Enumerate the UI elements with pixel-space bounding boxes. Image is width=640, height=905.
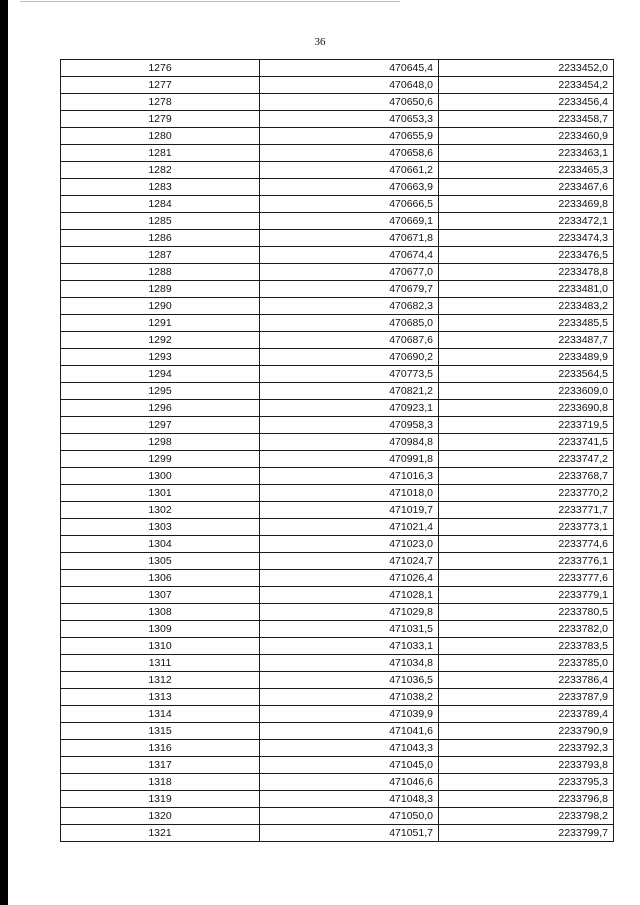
y-coordinate-cell: 2233487,7 xyxy=(439,332,614,349)
y-coordinate-cell: 2233483,2 xyxy=(439,298,614,315)
y-coordinate-cell: 2233798,2 xyxy=(439,808,614,825)
y-coordinate-cell: 2233776,1 xyxy=(439,553,614,570)
table-row xyxy=(61,145,614,162)
y-coordinate-cell: 2233472,1 xyxy=(439,213,614,230)
scan-edge-bar xyxy=(0,0,8,905)
point-number-cell: 1308 xyxy=(61,604,260,621)
y-coordinate-cell: 2233787,9 xyxy=(439,689,614,706)
y-coordinate-cell: 2233799,7 xyxy=(439,825,614,842)
point-number-cell: 1305 xyxy=(61,553,260,570)
point-number-cell: 1283 xyxy=(61,179,260,196)
point-number-cell: 1312 xyxy=(61,672,260,689)
y-coordinate-cell: 2233789,4 xyxy=(439,706,614,723)
table-row xyxy=(61,77,614,94)
point-number-cell: 1302 xyxy=(61,502,260,519)
x-coordinate-cell: 470685,0 xyxy=(260,315,439,332)
x-coordinate-cell: 470690,2 xyxy=(260,349,439,366)
point-number-cell: 1278 xyxy=(61,94,260,111)
table-row xyxy=(61,94,614,111)
x-coordinate-cell: 471026,4 xyxy=(260,570,439,587)
y-coordinate-cell: 2233469,8 xyxy=(439,196,614,213)
x-coordinate-cell: 470821,2 xyxy=(260,383,439,400)
table-row xyxy=(61,570,614,587)
table-row xyxy=(61,128,614,145)
y-coordinate-cell: 2233773,1 xyxy=(439,519,614,536)
x-coordinate-cell: 470669,1 xyxy=(260,213,439,230)
table-row xyxy=(61,723,614,740)
point-number-cell: 1285 xyxy=(61,213,260,230)
point-number-cell: 1315 xyxy=(61,723,260,740)
x-coordinate-cell: 471031,5 xyxy=(260,621,439,638)
table-row xyxy=(61,502,614,519)
table-row xyxy=(61,808,614,825)
table-row xyxy=(61,689,614,706)
point-number-cell: 1297 xyxy=(61,417,260,434)
table-row xyxy=(61,434,614,451)
table-row xyxy=(61,281,614,298)
table-row xyxy=(61,621,614,638)
table-row xyxy=(61,162,614,179)
y-coordinate-cell: 2233777,6 xyxy=(439,570,614,587)
point-number-cell: 1310 xyxy=(61,638,260,655)
point-number-cell: 1318 xyxy=(61,774,260,791)
x-coordinate-cell: 470984,8 xyxy=(260,434,439,451)
table-row xyxy=(61,230,614,247)
x-coordinate-cell: 471043,3 xyxy=(260,740,439,757)
y-coordinate-cell: 2233609,0 xyxy=(439,383,614,400)
table-row xyxy=(61,349,614,366)
x-coordinate-cell: 470677,0 xyxy=(260,264,439,281)
point-number-cell: 1306 xyxy=(61,570,260,587)
table-row xyxy=(61,400,614,417)
x-coordinate-cell: 471024,7 xyxy=(260,553,439,570)
point-number-cell: 1293 xyxy=(61,349,260,366)
x-coordinate-cell: 470687,6 xyxy=(260,332,439,349)
y-coordinate-cell: 2233467,6 xyxy=(439,179,614,196)
x-coordinate-cell: 471028,1 xyxy=(260,587,439,604)
x-coordinate-cell: 471016,3 xyxy=(260,468,439,485)
table-row xyxy=(61,179,614,196)
y-coordinate-cell: 2233793,8 xyxy=(439,757,614,774)
point-number-cell: 1292 xyxy=(61,332,260,349)
x-coordinate-cell: 470991,8 xyxy=(260,451,439,468)
table-row xyxy=(61,638,614,655)
x-coordinate-cell: 470671,8 xyxy=(260,230,439,247)
table-row xyxy=(61,60,614,77)
point-number-cell: 1276 xyxy=(61,60,260,77)
y-coordinate-cell: 2233771,7 xyxy=(439,502,614,519)
y-coordinate-cell: 2233786,4 xyxy=(439,672,614,689)
table-row xyxy=(61,332,614,349)
x-coordinate-cell: 471021,4 xyxy=(260,519,439,536)
x-coordinate-cell: 471033,1 xyxy=(260,638,439,655)
point-number-cell: 1313 xyxy=(61,689,260,706)
x-coordinate-cell: 471050,0 xyxy=(260,808,439,825)
table-row xyxy=(61,111,614,128)
y-coordinate-cell: 2233690,8 xyxy=(439,400,614,417)
x-coordinate-cell: 471018,0 xyxy=(260,485,439,502)
table-row xyxy=(61,417,614,434)
x-coordinate-cell: 470655,9 xyxy=(260,128,439,145)
table-row xyxy=(61,740,614,757)
y-coordinate-cell: 2233460,9 xyxy=(439,128,614,145)
point-number-cell: 1281 xyxy=(61,145,260,162)
y-coordinate-cell: 2233564,5 xyxy=(439,366,614,383)
x-coordinate-cell: 471029,8 xyxy=(260,604,439,621)
point-number-cell: 1319 xyxy=(61,791,260,808)
table-row xyxy=(61,706,614,723)
x-coordinate-cell: 470648,0 xyxy=(260,77,439,94)
x-coordinate-cell: 470666,5 xyxy=(260,196,439,213)
table-row xyxy=(61,791,614,808)
y-coordinate-cell: 2233770,2 xyxy=(439,485,614,502)
y-coordinate-cell: 2233719,5 xyxy=(439,417,614,434)
table-row xyxy=(61,485,614,502)
point-number-cell: 1277 xyxy=(61,77,260,94)
coordinates-table-body xyxy=(61,60,614,842)
point-number-cell: 1290 xyxy=(61,298,260,315)
y-coordinate-cell: 2233454,2 xyxy=(439,77,614,94)
point-number-cell: 1298 xyxy=(61,434,260,451)
table-row xyxy=(61,604,614,621)
table-row xyxy=(61,383,614,400)
y-coordinate-cell: 2233783,5 xyxy=(439,638,614,655)
point-number-cell: 1300 xyxy=(61,468,260,485)
x-coordinate-cell: 471046,6 xyxy=(260,774,439,791)
point-number-cell: 1314 xyxy=(61,706,260,723)
y-coordinate-cell: 2233768,7 xyxy=(439,468,614,485)
table-row xyxy=(61,315,614,332)
y-coordinate-cell: 2233476,5 xyxy=(439,247,614,264)
y-coordinate-cell: 2233785,0 xyxy=(439,655,614,672)
y-coordinate-cell: 2233795,3 xyxy=(439,774,614,791)
point-number-cell: 1303 xyxy=(61,519,260,536)
y-coordinate-cell: 2233489,9 xyxy=(439,349,614,366)
x-coordinate-cell: 471045,0 xyxy=(260,757,439,774)
x-coordinate-cell: 470653,3 xyxy=(260,111,439,128)
table-row xyxy=(61,196,614,213)
table-row xyxy=(61,366,614,383)
y-coordinate-cell: 2233790,9 xyxy=(439,723,614,740)
y-coordinate-cell: 2233782,0 xyxy=(439,621,614,638)
x-coordinate-cell: 470923,1 xyxy=(260,400,439,417)
table-row xyxy=(61,536,614,553)
point-number-cell: 1279 xyxy=(61,111,260,128)
point-number-cell: 1316 xyxy=(61,740,260,757)
point-number-cell: 1309 xyxy=(61,621,260,638)
point-number-cell: 1321 xyxy=(61,825,260,842)
y-coordinate-cell: 2233463,1 xyxy=(439,145,614,162)
table-row xyxy=(61,587,614,604)
y-coordinate-cell: 2233747,2 xyxy=(439,451,614,468)
table-row xyxy=(61,519,614,536)
table-row xyxy=(61,264,614,281)
x-coordinate-cell: 470679,7 xyxy=(260,281,439,298)
table-row xyxy=(61,451,614,468)
point-number-cell: 1288 xyxy=(61,264,260,281)
y-coordinate-cell: 2233774,6 xyxy=(439,536,614,553)
x-coordinate-cell: 471034,8 xyxy=(260,655,439,672)
table-row xyxy=(61,247,614,264)
x-coordinate-cell: 471048,3 xyxy=(260,791,439,808)
y-coordinate-cell: 2233779,1 xyxy=(439,587,614,604)
page-number: 36 xyxy=(314,36,326,48)
x-coordinate-cell: 471019,7 xyxy=(260,502,439,519)
point-number-cell: 1301 xyxy=(61,485,260,502)
x-coordinate-cell: 471038,2 xyxy=(260,689,439,706)
y-coordinate-cell: 2233485,5 xyxy=(439,315,614,332)
point-number-cell: 1291 xyxy=(61,315,260,332)
y-coordinate-cell: 2233792,3 xyxy=(439,740,614,757)
x-coordinate-cell: 470658,6 xyxy=(260,145,439,162)
x-coordinate-cell: 470663,9 xyxy=(260,179,439,196)
y-coordinate-cell: 2233456,4 xyxy=(439,94,614,111)
point-number-cell: 1289 xyxy=(61,281,260,298)
x-coordinate-cell: 470674,4 xyxy=(260,247,439,264)
point-number-cell: 1286 xyxy=(61,230,260,247)
point-number-cell: 1282 xyxy=(61,162,260,179)
table-row xyxy=(61,774,614,791)
x-coordinate-cell: 471023,0 xyxy=(260,536,439,553)
point-number-cell: 1296 xyxy=(61,400,260,417)
y-coordinate-cell: 2233458,7 xyxy=(439,111,614,128)
table-row xyxy=(61,757,614,774)
table-row xyxy=(61,553,614,570)
x-coordinate-cell: 470958,3 xyxy=(260,417,439,434)
y-coordinate-cell: 2233452,0 xyxy=(439,60,614,77)
y-coordinate-cell: 2233741,5 xyxy=(439,434,614,451)
x-coordinate-cell: 470661,2 xyxy=(260,162,439,179)
table-row xyxy=(61,672,614,689)
y-coordinate-cell: 2233481,0 xyxy=(439,281,614,298)
y-coordinate-cell: 2233796,8 xyxy=(439,791,614,808)
point-number-cell: 1294 xyxy=(61,366,260,383)
x-coordinate-cell: 470682,3 xyxy=(260,298,439,315)
point-number-cell: 1317 xyxy=(61,757,260,774)
point-number-cell: 1280 xyxy=(61,128,260,145)
coordinates-table xyxy=(60,59,614,842)
point-number-cell: 1295 xyxy=(61,383,260,400)
y-coordinate-cell: 2233478,8 xyxy=(439,264,614,281)
x-coordinate-cell: 470650,6 xyxy=(260,94,439,111)
point-number-cell: 1311 xyxy=(61,655,260,672)
y-coordinate-cell: 2233465,3 xyxy=(439,162,614,179)
point-number-cell: 1299 xyxy=(61,451,260,468)
y-coordinate-cell: 2233780,5 xyxy=(439,604,614,621)
x-coordinate-cell: 471039,9 xyxy=(260,706,439,723)
y-coordinate-cell: 2233474,3 xyxy=(439,230,614,247)
x-coordinate-cell: 471036,5 xyxy=(260,672,439,689)
point-number-cell: 1307 xyxy=(61,587,260,604)
x-coordinate-cell: 471051,7 xyxy=(260,825,439,842)
point-number-cell: 1284 xyxy=(61,196,260,213)
scan-top-rule xyxy=(20,1,400,2)
point-number-cell: 1320 xyxy=(61,808,260,825)
point-number-cell: 1287 xyxy=(61,247,260,264)
table-row xyxy=(61,825,614,842)
table-row xyxy=(61,468,614,485)
x-coordinate-cell: 471041,6 xyxy=(260,723,439,740)
table-row xyxy=(61,298,614,315)
table-row xyxy=(61,213,614,230)
table-row xyxy=(61,655,614,672)
x-coordinate-cell: 470773,5 xyxy=(260,366,439,383)
point-number-cell: 1304 xyxy=(61,536,260,553)
x-coordinate-cell: 470645,4 xyxy=(260,60,439,77)
